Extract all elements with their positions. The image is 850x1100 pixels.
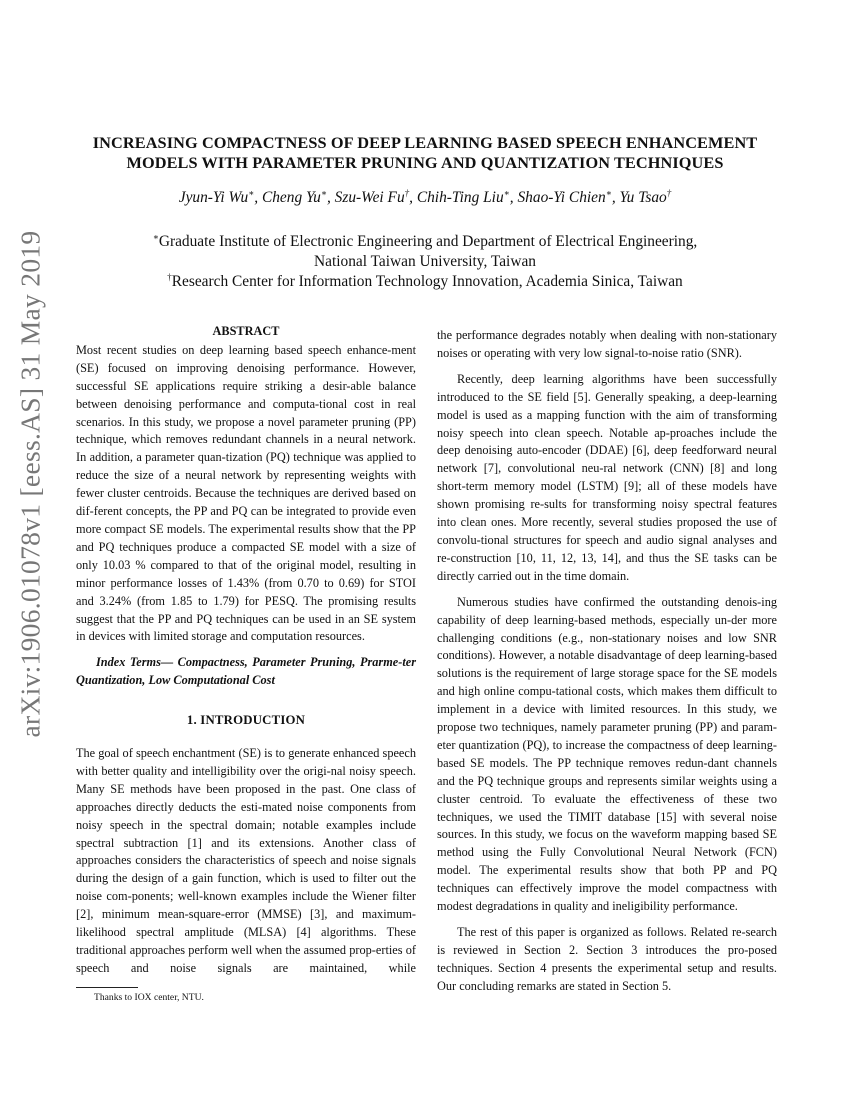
intro-paragraph-continued: the performance degrades notably when dealing with non-stationary noises or operating with very low signal-to-noise ratio (SNR). xyxy=(437,328,777,360)
intro-paragraph-1: The goal of speech enchantment (SE) is to generate enhanced speech with better quality and intelligibility over the origi-nal noisy speech. Many SE methods have been proposed in the past. One class of approaches directly deducts the esti-mated noise components from noisy speech in the spectral domain; notable examples include spectral subtraction [1] and its extensions. Another class of approaches considers the characteristics of speech and noise signals during the design of a gain function, which is used to filter out the noise com-ponents; well-known examples include the Wiener filter [2], minimum mean-square-error (MMSE) [3], and maximum-likelihood spectral amplitude (MLSA) [4] algorithms. These traditional approaches perform well when the assumed prop-erties of speech and noise signals are maintained, while xyxy=(76,746,416,975)
footnote-divider xyxy=(76,987,138,988)
title-line-1: INCREASING COMPACTNESS OF DEEP LEARNING BASED SPEECH ENHANCEMENT xyxy=(92,133,758,152)
intro-paragraph-2: Recently, deep learning algorithms have been successfully introduced to the SE field [5]. Generally speaking, a deep-learning model is used as a mapping function with the aim of transforming noisy speech into clean speech. Notable ap-proaches include the deep denoising auto-encoder (DDAE) [6], deep feedforward neural network [7], convolutional neu-ral network (CNN) [8] and long short-term memory model (LSTM) [9]; all of these models have shown promising re-sults for transforming noisy spectral features into clean ones. More recently, several studies proposed the use of convolu-tional structures for speech and audio signal analyses and re-construction [10, 11, 12, 13, 14], and thus the SE tasks can be directly carried out in the time domain. xyxy=(437,371,777,583)
index-terms xyxy=(76,654,416,690)
author-list xyxy=(60,189,790,207)
arxiv-identifier-sidebar xyxy=(8,230,52,738)
abstract-heading: ABSTRACT xyxy=(212,324,280,338)
affiliation-line-2: National Taiwan University, Taiwan xyxy=(314,253,536,270)
affiliations xyxy=(60,232,790,292)
index-terms-text: Compactness, Parameter Pruning, Prarme-ter Quantization, Low Computational Cost xyxy=(76,655,416,688)
affiliation-line-3: †Research Center for Information Technology Innovation, Academia Sinica, Taiwan xyxy=(167,271,683,290)
arxiv-id-text: arXiv:1906.01078v1 [eess.AS] 31 May 2019 xyxy=(14,230,46,738)
author: Shao-Yi Chien∗, xyxy=(517,187,620,206)
author: Yu Tsao† xyxy=(619,187,672,206)
footnote: Thanks to IOX center, NTU. xyxy=(94,992,204,1003)
left-column xyxy=(76,323,416,978)
paper-title xyxy=(60,133,790,173)
author: Chih-Ting Liu∗, xyxy=(416,187,518,206)
index-terms-label: Index Terms— xyxy=(96,655,174,670)
intro-paragraph-4: The rest of this paper is organized as follows. Related re-search is reviewed in Section 2. Section 3 introduces the pro-posed techniques. Section 4 presents the experimental setup and results. Our concluding remarks are stated in Section 5. xyxy=(437,925,777,993)
title-line-2: MODELS WITH PARAMETER PRUNING AND QUANTIZATION TECHNIQUES xyxy=(126,153,724,172)
right-column xyxy=(437,327,777,996)
author: Jyun-Yi Wu∗, xyxy=(178,187,262,206)
affiliation-line-1: ∗Graduate Institute of Electronic Engineering and Department of Electrical Engineering, xyxy=(152,231,698,250)
abstract-text: Most recent studies on deep learning based speech enhance-ment (SE) focused on improving denoising performance. However, successful SE applications require striking a desir-able balance between denoising performance and computa-tional cost in real scenarios. In this study, we propose a novel parameter pruning (PP) technique, which removes redundant channels in a neural network. In addition, a parameter quan-tization (PQ) technique was applied to reduce the size of a neural network by representing weights with fewer cluster centroids. Because the techniques are derived based on dif-ferent concepts, the PP and PQ can be integrated to provide even more compact SE models. The experimental results show that the PP and PQ techniques produce a compacted SE model with a size of only 10.03 % compared to that of the original model, resulting in minor performance losses of 1.43% (from 0.70 to 0.69) for STOI and 3.24% (from 1.85 to 1.79) for PESQ. The promising results suggest that the PP and PQ techniques can be used in an SE system in devices with limited storage and computation resources. xyxy=(76,342,416,644)
introduction-heading: 1. INTRODUCTION xyxy=(186,713,306,728)
author: Szu-Wei Fu†, xyxy=(334,187,417,206)
intro-paragraph-3: Numerous studies have confirmed the outstanding denois-ing capability of deep learning-based methods, especially un-der more challenging conditions (e.g., non-stationary noises and low SNR conditions). However, a notable disadvantage of deep learning-based solutions is the requirement of large storage space for the SE models and high online compu-tational costs, which makes them difficult to implement in a device with limited resources. In this study, we propose two techniques, namely parameter pruning (PP) and param-eter quantization (PQ), to increase the compactness of deep learning-based SE models. The PP technique removes redun-dant channels and the PQ technique groups and represents similar weights using a cluster centroid. To evaluate the effectiveness of these two techniques, we used the TIMIT database [15] with several noise sources. In this study, we focus on the waveform mapping based SE method using the Fully Convolutional Neural Network (FCN) model. The experimental results show that both PP and PQ techniques can effectively improve the model compactness with modest degradations in quality and ineligibility performance. xyxy=(437,594,777,914)
author: Cheng Yu∗, xyxy=(261,187,335,206)
